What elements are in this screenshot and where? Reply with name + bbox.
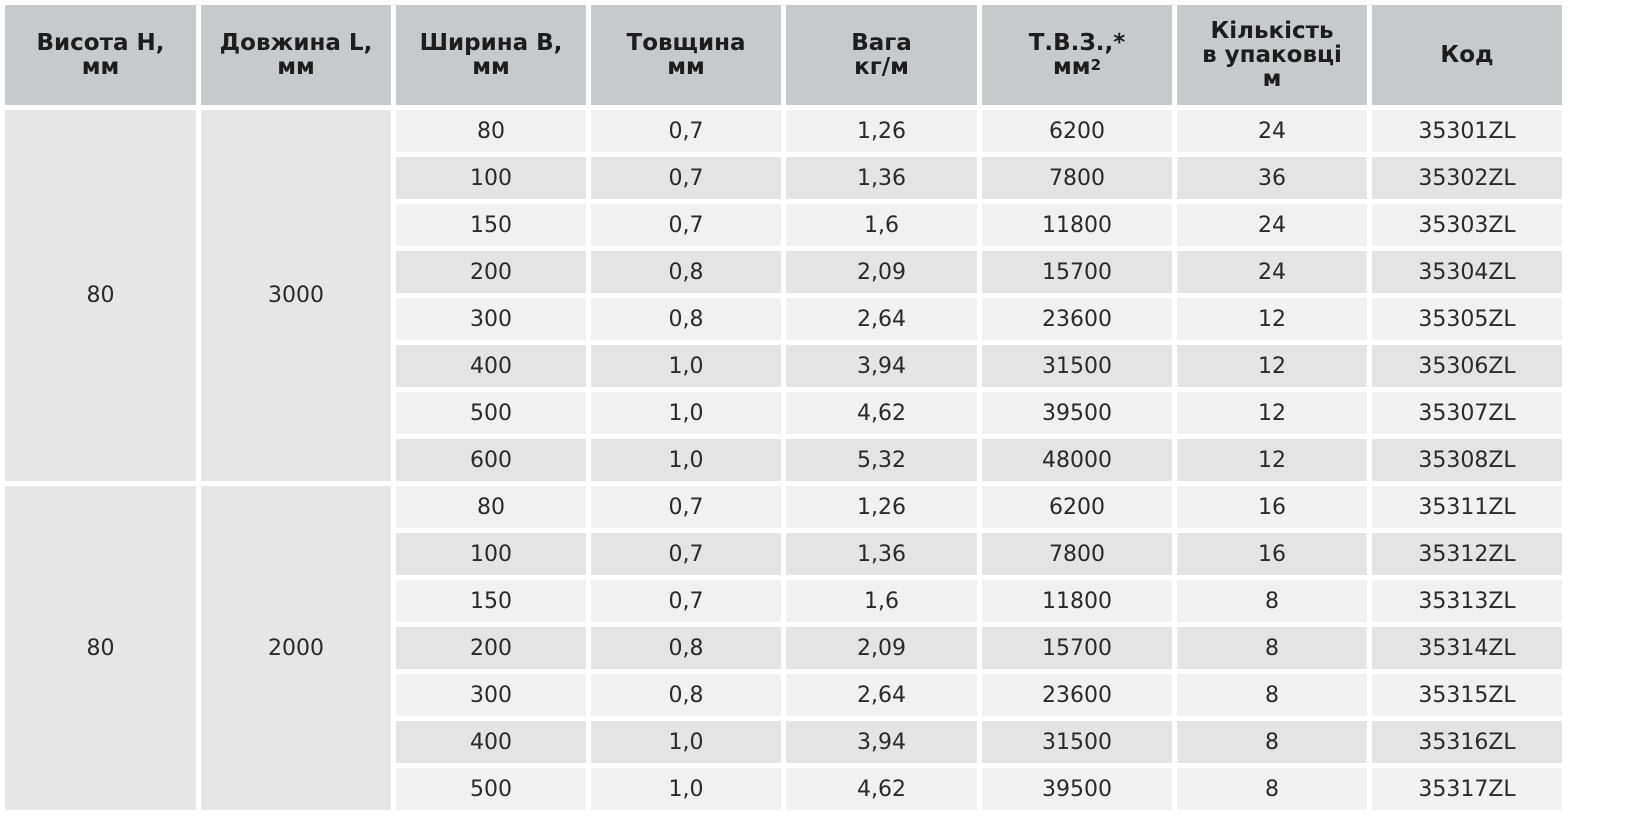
cell-code: 35305ZL bbox=[1372, 298, 1562, 340]
header-length-line1: Довжина L, bbox=[219, 30, 373, 56]
cell-code: 35302ZL bbox=[1372, 157, 1562, 199]
cell-tvz: 23600 bbox=[982, 298, 1172, 340]
header-thickness-line2: мм bbox=[667, 54, 705, 80]
cell-weight: 4,62 bbox=[786, 392, 977, 434]
header-code bbox=[1372, 5, 1562, 105]
cell-thickness: 0,7 bbox=[591, 533, 781, 575]
cell-width: 400 bbox=[396, 345, 586, 387]
cell-thickness: 0,7 bbox=[591, 110, 781, 152]
header-length-line2: мм bbox=[277, 54, 315, 80]
cell-tvz: 11800 bbox=[982, 580, 1172, 622]
cell-width: 300 bbox=[396, 298, 586, 340]
cell-qty: 12 bbox=[1177, 298, 1367, 340]
cell-weight: 1,6 bbox=[786, 204, 977, 246]
cell-code: 35311ZL bbox=[1372, 486, 1562, 528]
group-length-cell: 3000 bbox=[201, 110, 391, 481]
group-height-cell: 80 bbox=[5, 486, 196, 810]
cell-weight: 2,09 bbox=[786, 251, 977, 293]
cell-code: 35307ZL bbox=[1372, 392, 1562, 434]
cell-tvz: 15700 bbox=[982, 251, 1172, 293]
header-qty bbox=[1177, 5, 1367, 105]
header-thickness-line1: Товщина bbox=[626, 30, 746, 56]
cell-width: 500 bbox=[396, 768, 586, 810]
header-row bbox=[5, 5, 1562, 105]
cell-weight: 2,09 bbox=[786, 627, 977, 669]
cell-thickness: 1,0 bbox=[591, 439, 781, 481]
cell-tvz: 31500 bbox=[982, 345, 1172, 387]
cell-qty: 16 bbox=[1177, 533, 1367, 575]
group-height-cell: 80 bbox=[5, 110, 196, 481]
cell-qty: 8 bbox=[1177, 768, 1367, 810]
cell-code: 35314ZL bbox=[1372, 627, 1562, 669]
cell-tvz: 23600 bbox=[982, 674, 1172, 716]
cell-code: 35315ZL bbox=[1372, 674, 1562, 716]
cell-weight: 1,26 bbox=[786, 110, 977, 152]
cell-qty: 36 bbox=[1177, 157, 1367, 199]
cell-weight: 3,94 bbox=[786, 345, 977, 387]
cell-width: 200 bbox=[396, 251, 586, 293]
header-width bbox=[396, 5, 586, 105]
cell-tvz: 31500 bbox=[982, 721, 1172, 763]
cell-code: 35303ZL bbox=[1372, 204, 1562, 246]
cell-qty: 24 bbox=[1177, 204, 1367, 246]
cell-tvz: 7800 bbox=[982, 157, 1172, 199]
cell-tvz: 39500 bbox=[982, 768, 1172, 810]
header-tvz-line1: Т.В.З.,* bbox=[1028, 30, 1126, 56]
header-width-line1: Ширина B, bbox=[419, 30, 563, 56]
cell-width: 600 bbox=[396, 439, 586, 481]
cell-width: 80 bbox=[396, 110, 586, 152]
cell-code: 35313ZL bbox=[1372, 580, 1562, 622]
cell-weight: 4,62 bbox=[786, 768, 977, 810]
header-code-line1: Код bbox=[1440, 42, 1494, 68]
cell-weight: 1,6 bbox=[786, 580, 977, 622]
table-body bbox=[5, 110, 1562, 810]
cell-width: 100 bbox=[396, 157, 586, 199]
header-qty-line3: м bbox=[1262, 66, 1282, 92]
cell-width: 80 bbox=[396, 486, 586, 528]
cell-tvz: 15700 bbox=[982, 627, 1172, 669]
cell-thickness: 0,8 bbox=[591, 674, 781, 716]
cell-thickness: 0,7 bbox=[591, 486, 781, 528]
cell-weight: 2,64 bbox=[786, 298, 977, 340]
cell-weight: 2,64 bbox=[786, 674, 977, 716]
cell-code: 35306ZL bbox=[1372, 345, 1562, 387]
header-thickness bbox=[591, 5, 781, 105]
cell-width: 400 bbox=[396, 721, 586, 763]
header-height-line1: Висота H, bbox=[36, 30, 165, 56]
cell-code: 35317ZL bbox=[1372, 768, 1562, 810]
header-height-line2: мм bbox=[81, 54, 120, 80]
cell-tvz: 7800 bbox=[982, 533, 1172, 575]
cell-tvz: 11800 bbox=[982, 204, 1172, 246]
cell-qty: 8 bbox=[1177, 674, 1367, 716]
header-tvz bbox=[982, 5, 1172, 105]
table-row bbox=[5, 110, 1562, 152]
cell-tvz: 6200 bbox=[982, 486, 1172, 528]
cell-qty: 12 bbox=[1177, 439, 1367, 481]
cell-qty: 8 bbox=[1177, 721, 1367, 763]
cell-weight: 1,36 bbox=[786, 157, 977, 199]
cell-qty: 8 bbox=[1177, 580, 1367, 622]
cell-qty: 8 bbox=[1177, 627, 1367, 669]
cell-width: 150 bbox=[396, 204, 586, 246]
cell-thickness: 0,7 bbox=[591, 204, 781, 246]
cell-thickness: 1,0 bbox=[591, 345, 781, 387]
cell-qty: 12 bbox=[1177, 345, 1367, 387]
header-qty-line1: Кількість bbox=[1210, 18, 1334, 44]
cell-weight: 1,26 bbox=[786, 486, 977, 528]
header-weight-line2: кг/м bbox=[854, 54, 909, 80]
cell-weight: 3,94 bbox=[786, 721, 977, 763]
cell-qty: 16 bbox=[1177, 486, 1367, 528]
cell-qty: 12 bbox=[1177, 392, 1367, 434]
cell-thickness: 1,0 bbox=[591, 392, 781, 434]
cell-thickness: 0,8 bbox=[591, 298, 781, 340]
cell-weight: 1,36 bbox=[786, 533, 977, 575]
cell-thickness: 1,0 bbox=[591, 768, 781, 810]
header-qty-line2: в упаковці bbox=[1202, 42, 1342, 68]
cell-qty: 24 bbox=[1177, 110, 1367, 152]
header-tvz-superscript: 2 bbox=[1090, 56, 1102, 74]
cell-qty: 24 bbox=[1177, 251, 1367, 293]
cell-thickness: 1,0 bbox=[591, 721, 781, 763]
cell-thickness: 0,7 bbox=[591, 157, 781, 199]
group-length-cell: 2000 bbox=[201, 486, 391, 810]
header-width-line2: мм bbox=[472, 54, 510, 80]
header-height bbox=[5, 5, 196, 105]
cell-width: 500 bbox=[396, 392, 586, 434]
cell-thickness: 0,7 bbox=[591, 580, 781, 622]
cell-weight: 5,32 bbox=[786, 439, 977, 481]
cell-code: 35308ZL bbox=[1372, 439, 1562, 481]
cell-width: 300 bbox=[396, 674, 586, 716]
cell-width: 100 bbox=[396, 533, 586, 575]
cell-thickness: 0,8 bbox=[591, 627, 781, 669]
cell-thickness: 0,8 bbox=[591, 251, 781, 293]
cell-tvz: 48000 bbox=[982, 439, 1172, 481]
cell-tvz: 6200 bbox=[982, 110, 1172, 152]
header-length bbox=[201, 5, 391, 105]
cell-code: 35304ZL bbox=[1372, 251, 1562, 293]
header-weight bbox=[786, 5, 977, 105]
cell-code: 35316ZL bbox=[1372, 721, 1562, 763]
header-weight-line1: Вага bbox=[851, 30, 912, 56]
table-row bbox=[5, 486, 1562, 528]
cell-width: 150 bbox=[396, 580, 586, 622]
cell-code: 35301ZL bbox=[1372, 110, 1562, 152]
cell-width: 200 bbox=[396, 627, 586, 669]
cell-code: 35312ZL bbox=[1372, 533, 1562, 575]
cell-tvz: 39500 bbox=[982, 392, 1172, 434]
header-tvz-line2: мм bbox=[1052, 54, 1091, 80]
